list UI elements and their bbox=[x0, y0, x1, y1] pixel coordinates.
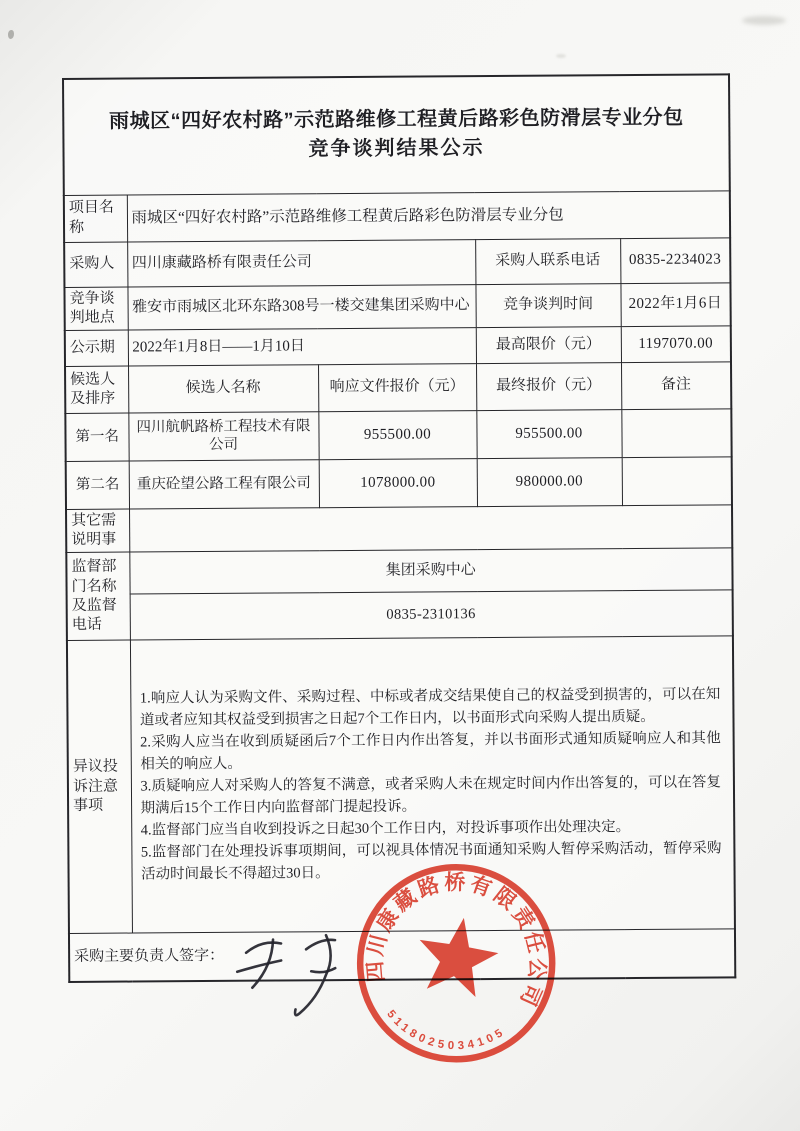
scan-smudge bbox=[556, 54, 566, 58]
objection-label: 异议投诉注意事项 bbox=[67, 640, 132, 933]
candidate-response-price: 955500.00 bbox=[318, 410, 476, 459]
candidates-remark-header: 备注 bbox=[621, 362, 731, 410]
candidates-name-header: 候选人名称 bbox=[128, 365, 318, 413]
project-name-row bbox=[64, 190, 730, 242]
candidate-row-1 bbox=[65, 409, 731, 462]
candidates-response-price-header: 响应文件报价（元） bbox=[318, 363, 476, 411]
candidate-final-price: 980000.00 bbox=[477, 457, 622, 506]
title-row bbox=[63, 74, 730, 195]
max-price-label: 最高限价（元） bbox=[476, 326, 621, 363]
scan-speck bbox=[8, 30, 14, 39]
candidate-rank: 第二名 bbox=[66, 461, 129, 509]
candidate-name: 四川航帆路桥工程技术有限公司 bbox=[128, 412, 318, 461]
purchaser-phone-value: 0835-2234023 bbox=[620, 237, 730, 283]
candidate-name: 重庆砼望公路工程有限公司 bbox=[129, 460, 319, 509]
supervision-phone-value: 0835-2310136 bbox=[130, 590, 733, 640]
negotiation-row bbox=[64, 282, 730, 330]
publicity-period-value: 2022年1月8日——1月10日 bbox=[128, 327, 476, 365]
negotiation-location-label: 竞争谈判地点 bbox=[64, 287, 127, 331]
candidate-remark bbox=[621, 409, 731, 458]
candidate-row-2 bbox=[66, 457, 732, 510]
seal-star bbox=[412, 911, 503, 999]
signature-label: 采购主要负责人签字： bbox=[69, 929, 735, 982]
candidate-response-price: 1078000.00 bbox=[319, 458, 477, 507]
document-title-line1: 雨城区“四好农村路”示范路维修工程黄后路彩色防滑层专业分包 bbox=[108, 106, 684, 133]
candidate-remark bbox=[622, 457, 732, 506]
objection-item: 5.监督部门在处理投诉事项期间，可以视具体情况书面通知采购人暂停采购活动，暂停采购活动时间最长不得超过30日。 bbox=[140, 840, 722, 883]
purchaser-phone-label: 采购人联系电话 bbox=[475, 238, 620, 284]
negotiation-location-value: 雅安市雨城区北环东路308号一楼交建集团采购中心 bbox=[127, 284, 475, 330]
document-title-line2: 竞争谈判结果公示 bbox=[308, 137, 485, 161]
objection-item: 4.监督部门应当自收到投诉之日起30个工作日内，对投诉事项作出处理决定。 bbox=[140, 819, 631, 839]
purchaser-label: 采购人 bbox=[64, 242, 127, 287]
project-name-value: 雨城区“四好农村路”示范路维修工程黄后路彩色防滑层专业分包 bbox=[127, 190, 730, 241]
other-notes-value bbox=[129, 505, 732, 553]
publicity-row bbox=[65, 326, 731, 367]
negotiation-time-value: 2022年1月6日 bbox=[620, 282, 730, 326]
project-name-label: 项目名称 bbox=[64, 195, 127, 242]
supervision-department-value: 集团采购中心 bbox=[129, 548, 732, 594]
candidate-rank: 第一名 bbox=[65, 413, 128, 461]
purchaser-value: 四川康藏路桥有限责任公司 bbox=[127, 239, 475, 286]
purchaser-row bbox=[64, 237, 730, 287]
candidates-rank-header: 候选人及排序 bbox=[65, 366, 128, 413]
company-seal bbox=[329, 836, 583, 1090]
seal-company-text: 四川康藏路桥有限责任公司 bbox=[362, 870, 550, 1013]
max-price-value: 1197070.00 bbox=[621, 326, 731, 363]
document-sheet bbox=[62, 73, 769, 1078]
objection-item: 3.质疑响应人对采购人的答复不满意，或者采购人未在规定时间内作出答复的，可以在答复期满后15个工作日内向监督部门提起投诉。 bbox=[140, 774, 722, 817]
candidates-header-row bbox=[65, 362, 731, 414]
supervision-label: 监督部门名称及监督电话 bbox=[66, 552, 130, 640]
candidate-final-price: 955500.00 bbox=[476, 409, 621, 458]
seal-code-text: 5118025034105 bbox=[384, 1008, 509, 1053]
scan-smudge bbox=[742, 16, 786, 25]
negotiation-time-label: 竞争谈判时间 bbox=[475, 283, 620, 327]
objection-item: 2.采购人应当在收到质疑函后7个工作日内作出答复，并以书面形式通知质疑响应人和其他相关的响应人。 bbox=[140, 730, 721, 773]
supervision-department-row bbox=[66, 548, 732, 595]
other-notes-label: 其它需说明事 bbox=[66, 509, 129, 553]
objection-item: 1.响应人认为采购文件、采购过程、中标或者成交结果使自己的权益受到损害的，可以在知道或者应知其权益受到损害之日起7个工作日内，以书面形式向采购人提出质疑。 bbox=[139, 686, 721, 729]
other-notes-row bbox=[66, 505, 732, 553]
supervision-phone-row bbox=[67, 590, 733, 641]
publicity-period-label: 公示期 bbox=[65, 330, 128, 366]
candidates-final-price-header: 最终报价（元） bbox=[476, 362, 621, 410]
